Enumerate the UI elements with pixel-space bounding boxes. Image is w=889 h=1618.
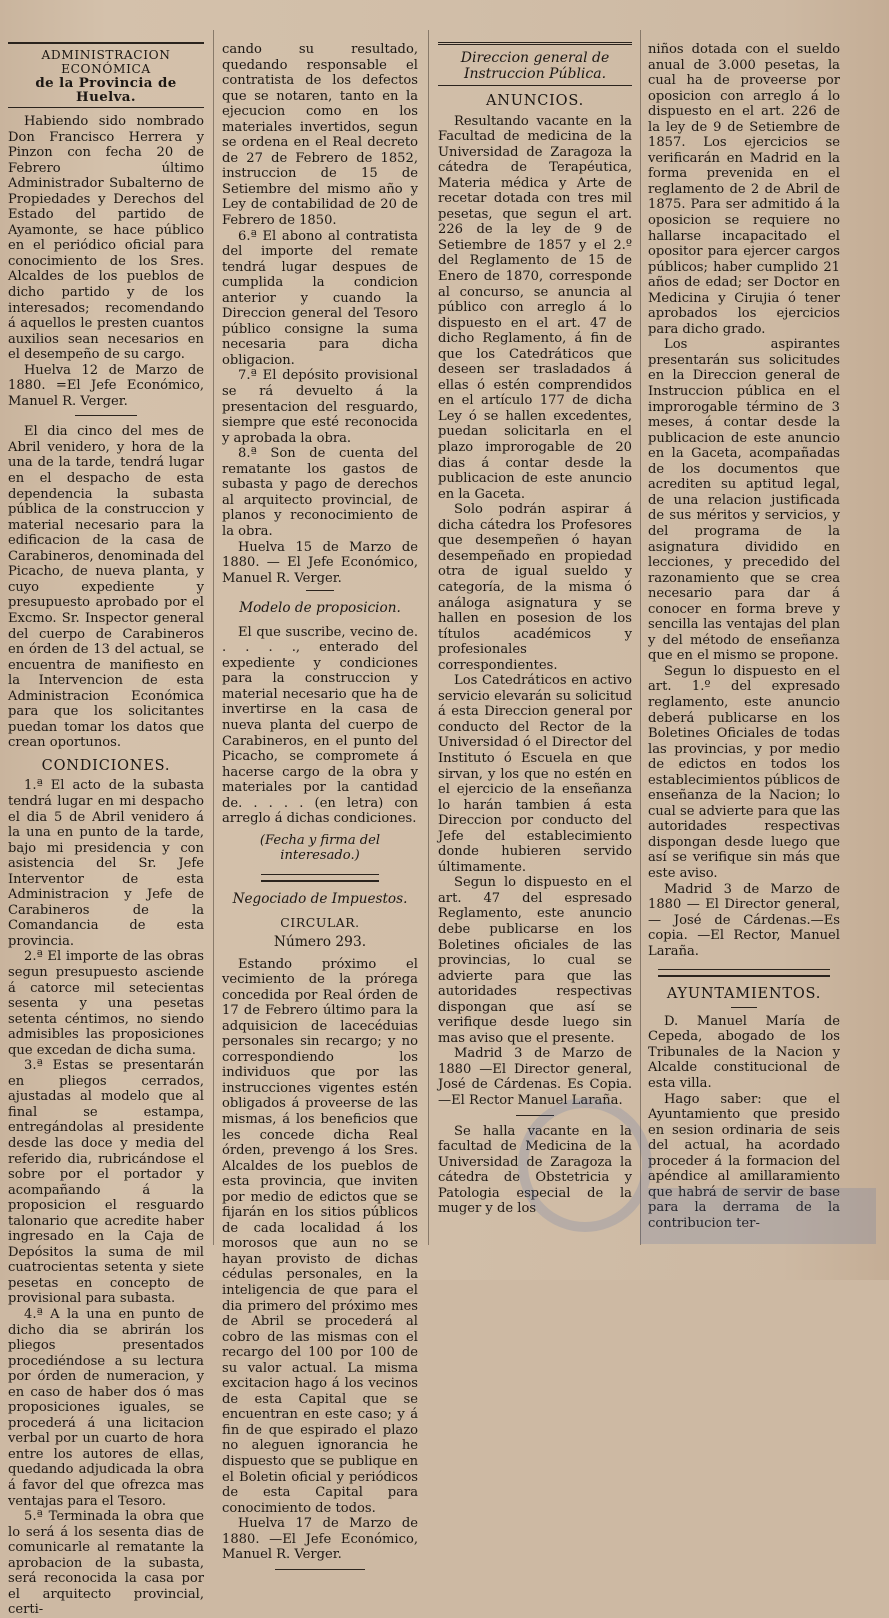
circular-label: CIRCULAR. <box>280 915 360 931</box>
column-1 <box>8 42 204 1618</box>
paragraph: D. Manuel María de Cepeda, abogado de los Tribunales de la Nacion y Alcalde constitucional de esta villa. <box>648 1013 840 1091</box>
divider <box>275 1569 365 1570</box>
signature: Madrid 3 de Marzo de 1880 — El Director general, — José de Cárdenas.—Es copia. —El Rector, Manuel Laraña. <box>648 881 840 959</box>
signature: Madrid 3 de Marzo de 1880 —El Director general, José de Cárdenas. Es Copia.—El Rector Manuel Laraña. <box>438 1046 632 1108</box>
header-line: de la Provincia de Huelva. <box>8 76 204 108</box>
column-rule <box>213 30 214 1245</box>
paragraph: El que suscribe, vecino de. . . . ., enterado del expediente y condiciones para la construccion y material necesario que ha de invertirse en la casa de nueva planta del cuerpo de Carabineros, en el punto del Picacho, se compromete á hacerse cargo de la obra y materiales por la cantidad de. . . . . (en letra) con arreglo á dichas condiciones. <box>222 624 418 827</box>
negociado-heading: Negociado de Impuestos. <box>232 890 408 907</box>
paragraph: Resultando vacante en la Facultad de medicina de la Universidad de Zaragoza la cátedra de Terapéutica, Materia médica y Arte de recetar dotada con tres mil pesetas, que segun el art. 226 de la ley de 9 de Setiembre de 1857 y el 2.º del Reglamento de 15 de Enero de 1870, corresponde al concurso, se anuncia al público con arreglo á lo dispuesto en el art. 47 de dicho Reglamento, á fin de que los Catedráticos que deseen ser trasladados á ellas ó estén comprendidos en el artículo 177 de dicha Ley ó se hallen excedentes, puedan solicitarla en el plazo improrogable de 20 dias á contar desde la publicacion de este anuncio en la Gaceta. <box>438 113 632 502</box>
divider <box>306 590 333 591</box>
conditions-heading: CONDICIONES. <box>41 757 171 774</box>
condition: 5.ª Terminada la obra que lo será á los sesenta dias de comunicarle al rematante la aprobacion de la subasta, será reconocida la casa por el arquitecto provincial, certi- <box>8 1509 204 1618</box>
paragraph: cando su resultado, quedando responsable el contratista de los defectos que se notaren, tanto en la ejecucion como en los materiales invertidos, segun se ordena en el Real decreto de 27 de Febrero de 1852, instruccion de 15 de Setiembre del mismo año y Ley de contabilidad de 20 de Febrero de 1850. <box>222 42 418 229</box>
section-header <box>8 42 204 108</box>
signature: Huelva 12 de Marzo de 1880. =El Jefe Económico, Manuel R. Verger. <box>8 362 204 409</box>
column-rule <box>428 30 429 1245</box>
header-line: ADMINISTRACION ECONÓMICA <box>8 42 204 76</box>
column-4 <box>648 42 840 1231</box>
divider <box>731 1007 758 1008</box>
section-header: Direccion general de Instruccion Pública. <box>438 42 632 86</box>
paragraph: Estando próximo el vecimiento de la prórega concedida por Real órden de 17 de Febrero último para la adquisicion de lacecéduias personales sin recargo; y no correspondiendo los individuos que por las instrucciones vigentes estén obligados á proveerse de las mismas, á los beneficios que les concede dicha Real órden, prevengo á los Sres. Alcaldes de los pueblos de esta provincia, que inviten por medio de edictos que se fijarán en los sitios públicos de cada localidad á los morosos que aun no se hayan provisto de dichas cédulas personales, en la inteligencia de que para el dia primero del próximo mes de Abril se procederá al cobro de las mismas con el recargo del 100 por 100 de su valor actual. La misma excitacion hago á los vecinos de esta Capital que se encuentran en este caso; y á fin de que espirado el plazo no aleguen ignorancia he dispuesto que se publique en el Boletin oficial y periódicos de esta Capital para conocimiento de todos. <box>222 956 418 1516</box>
divider <box>261 874 379 882</box>
paragraph: Solo podrán aspirar á dicha cátedra los Profesores que desempeñen ó hayan desempeñado en propiedad otra de igual sueldo y categoría, de la misma ó análoga asignatura y se hallen en posesion de los títulos académicos y profesionales correspondientes. <box>438 502 632 673</box>
condition: 6.ª El abono al contratista del importe del remate tendrá lugar despues de cumplida la condicion anterior y cuando la Direccion general del Tesoro público consigne la suma necesaria para dicha obligacion. <box>222 228 418 368</box>
condition: 1.ª El acto de la subasta tendrá lugar en mi despacho el dia 5 de Abril venidero á la una en punto de la tarde, bajo mi presidencia y con asistencia del Sr. Jefe Interventor de esta Administracion y Jefe de Carabineros de la Comandancia de esta provincia. <box>8 778 204 949</box>
column-2 <box>222 42 418 1578</box>
paragraph: Se halla vacante en la facultad de Medicina de la Universidad de Zaragoza la cátedra de Obstetricia y Patologia especial de la muger y de los <box>438 1123 632 1217</box>
paragraph: Los Catedráticos en activo servicio elevarán su solicitud á esta Direccion general por conducto del Rector de la Universidad ó el Director del Instituto ó Escuela en que sirvan, y los que no estén en el ejercicio de la enseñanza lo harán tambien á esta Direccion por conducto del Jefe del establecimiento donde hubieren servido últimamente. <box>438 673 632 875</box>
paragraph: Los aspirantes presentarán sus solicitudes en la Direccion general de Instruccion pública en el improrogable término de 3 meses, á contar desde la publicacion de este anuncio en la Gaceta, acompañadas de los documentos que acrediten su aptitud legal, de una relacion justificada de sus méritos y servicios, y del programa de la asignatura dividido en lecciones, y precedido del razonamiento que se crea necesario para dar á conocer en forma breve y sencilla las ventajas del plan y del método de enseñanza que en el mismo se propone. <box>648 337 840 664</box>
paragraph: Segun lo dispuesto en el art. 47 del espresado Reglamento, este anuncio debe publicarse en los Boletines oficiales de las provincias, lo cual se advierte para que las autoridades respectivas dispongan que así se verifique desde luego sin mas aviso que el presente. <box>438 875 632 1046</box>
paragraph: Segun lo dispuesto en el art. 1.º del expresado reglamento, este anuncio deberá publicarse en los Boletines Oficiales de todas las provincias, y por medio de edictos en todos los establecimientos públicos de enseñanza de la Nacion; lo cual se advierte para que las autoridades respectivas dispongan desde luego que así se verifique sin más que este aviso. <box>648 663 840 881</box>
paragraph: Hago saber: que el Ayuntamiento que presido en sesion ordinaria de seis del actual, ha acordado proceder á la formacion del apéndice al amillaramiento que habrá de servir de base para la derrama de la contribucion ter- <box>648 1091 840 1231</box>
divider <box>658 969 831 977</box>
model-heading: Modelo de proposicion. <box>239 600 401 617</box>
condition: 2.ª El importe de las obras segun presupuesto asciende á catorce mil setecientas sesenta y una pesetas setenta céntimos, no siendo admisibles las proposiciones que excedan de dicha suma. <box>8 949 204 1058</box>
divider <box>516 1115 555 1116</box>
paragraph: Habiendo sido nombrado Don Francisco Herrera y Pinzon con fecha 20 de Febrero último Administrador Subalterno de Propiedades y Derechos del Estado del partido de Ayamonte, se hace público en el periódico oficial para conocimiento de los Sres. Alcaldes de los pueblos de dicho partido y de los interesados; recomendando á aquellos le presten cuantos auxilios sean necesarios en el desempeño de su cargo. <box>8 114 204 363</box>
model-signature: (Fecha y firma del interesado.) <box>259 832 381 864</box>
divider <box>75 415 138 416</box>
condition: 4.ª A la una en punto de dicho dia se abrirán los pliegos presentados procediéndose a su lectura por órden de numeracion, y en caso de haber dos ó mas proposiciones iguales, se procederá á una licitacion verbal por un cuarto de hora entre los autores de ellas, quedando adjudicada la obra á favor del que ofrezca mas ventajas para el Tesoro. <box>8 1307 204 1509</box>
condition: 3.ª Estas se presentarán en pliegos cerrados, ajustadas al modelo que al final se estampa, entregándolas al presidente desde las doce y media del referido dia, rubricándose el sobre por el portador y acompañando á la proposicion el resguardo talonario que acredite haber ingresado en la Caja de Depósitos la suma de mil cuatrocientas setenta y siete pesetas en concepto de provisional para subasta. <box>8 1058 204 1307</box>
ayuntamientos-heading: AYUNTAMIENTOS. <box>666 986 822 1003</box>
condition: 8.ª Son de cuenta del rematante los gastos de subasta y pago de derechos al arquitecto provincial, de planos y reconocimiento de la obra. <box>222 446 418 539</box>
paragraph: El dia cinco del mes de Abril venidero, y hora de la una de la tarde, tendrá lugar en el despacho de esta dependencia la subasta pública de la construccion y material necesario para la edificacion de la casa de Carabineros, denominada del Picacho, de nueva planta, y cuyo expediente y presupuesto aprobado por el Excmo. Sr. Inspector general del cuerpo de Carabineros en órden de 13 del actual, se encuentra de manifiesto en la Intervencion de esta Administracion Económica para que los solicitantes puedan tomar los datos que crean oportunos. <box>8 424 204 751</box>
condition: 7.ª El depósito provisional se rá devuelto á la presentacion del resguardo, siempre que esté reconocida y aprobada la obra. <box>222 368 418 446</box>
signature: Huelva 15 de Marzo de 1880. — El Jefe Económico, Manuel R. Verger. <box>222 539 418 586</box>
circular-number: Número 293. <box>273 933 367 950</box>
column-rule <box>640 30 641 1245</box>
signature: Huelva 17 de Marzo de 1880. —El Jefe Económico, Manuel R. Verger. <box>222 1516 418 1563</box>
column-3 <box>438 42 632 1217</box>
anuncios-heading: ANUNCIOS. <box>485 93 584 109</box>
paragraph: niños dotada con el sueldo anual de 3.000 pesetas, la cual ha de proveerse por oposicion con arreglo á lo dispuesto en el art. 226 de la ley de 9 de Setiembre de 1857. Los ejercicios se verificarán en Madrid en la forma prevenida en el reglamento de 2 de Abril de 1875. Para ser admitido á la oposicion se requiere no hallarse incapacitado el opositor para ejercer cargos públicos; haber cumplido 21 años de edad; ser Doctor en Medicina y Cirujia ó tener aprobados los ejercicios para dicho grado. <box>648 42 840 337</box>
